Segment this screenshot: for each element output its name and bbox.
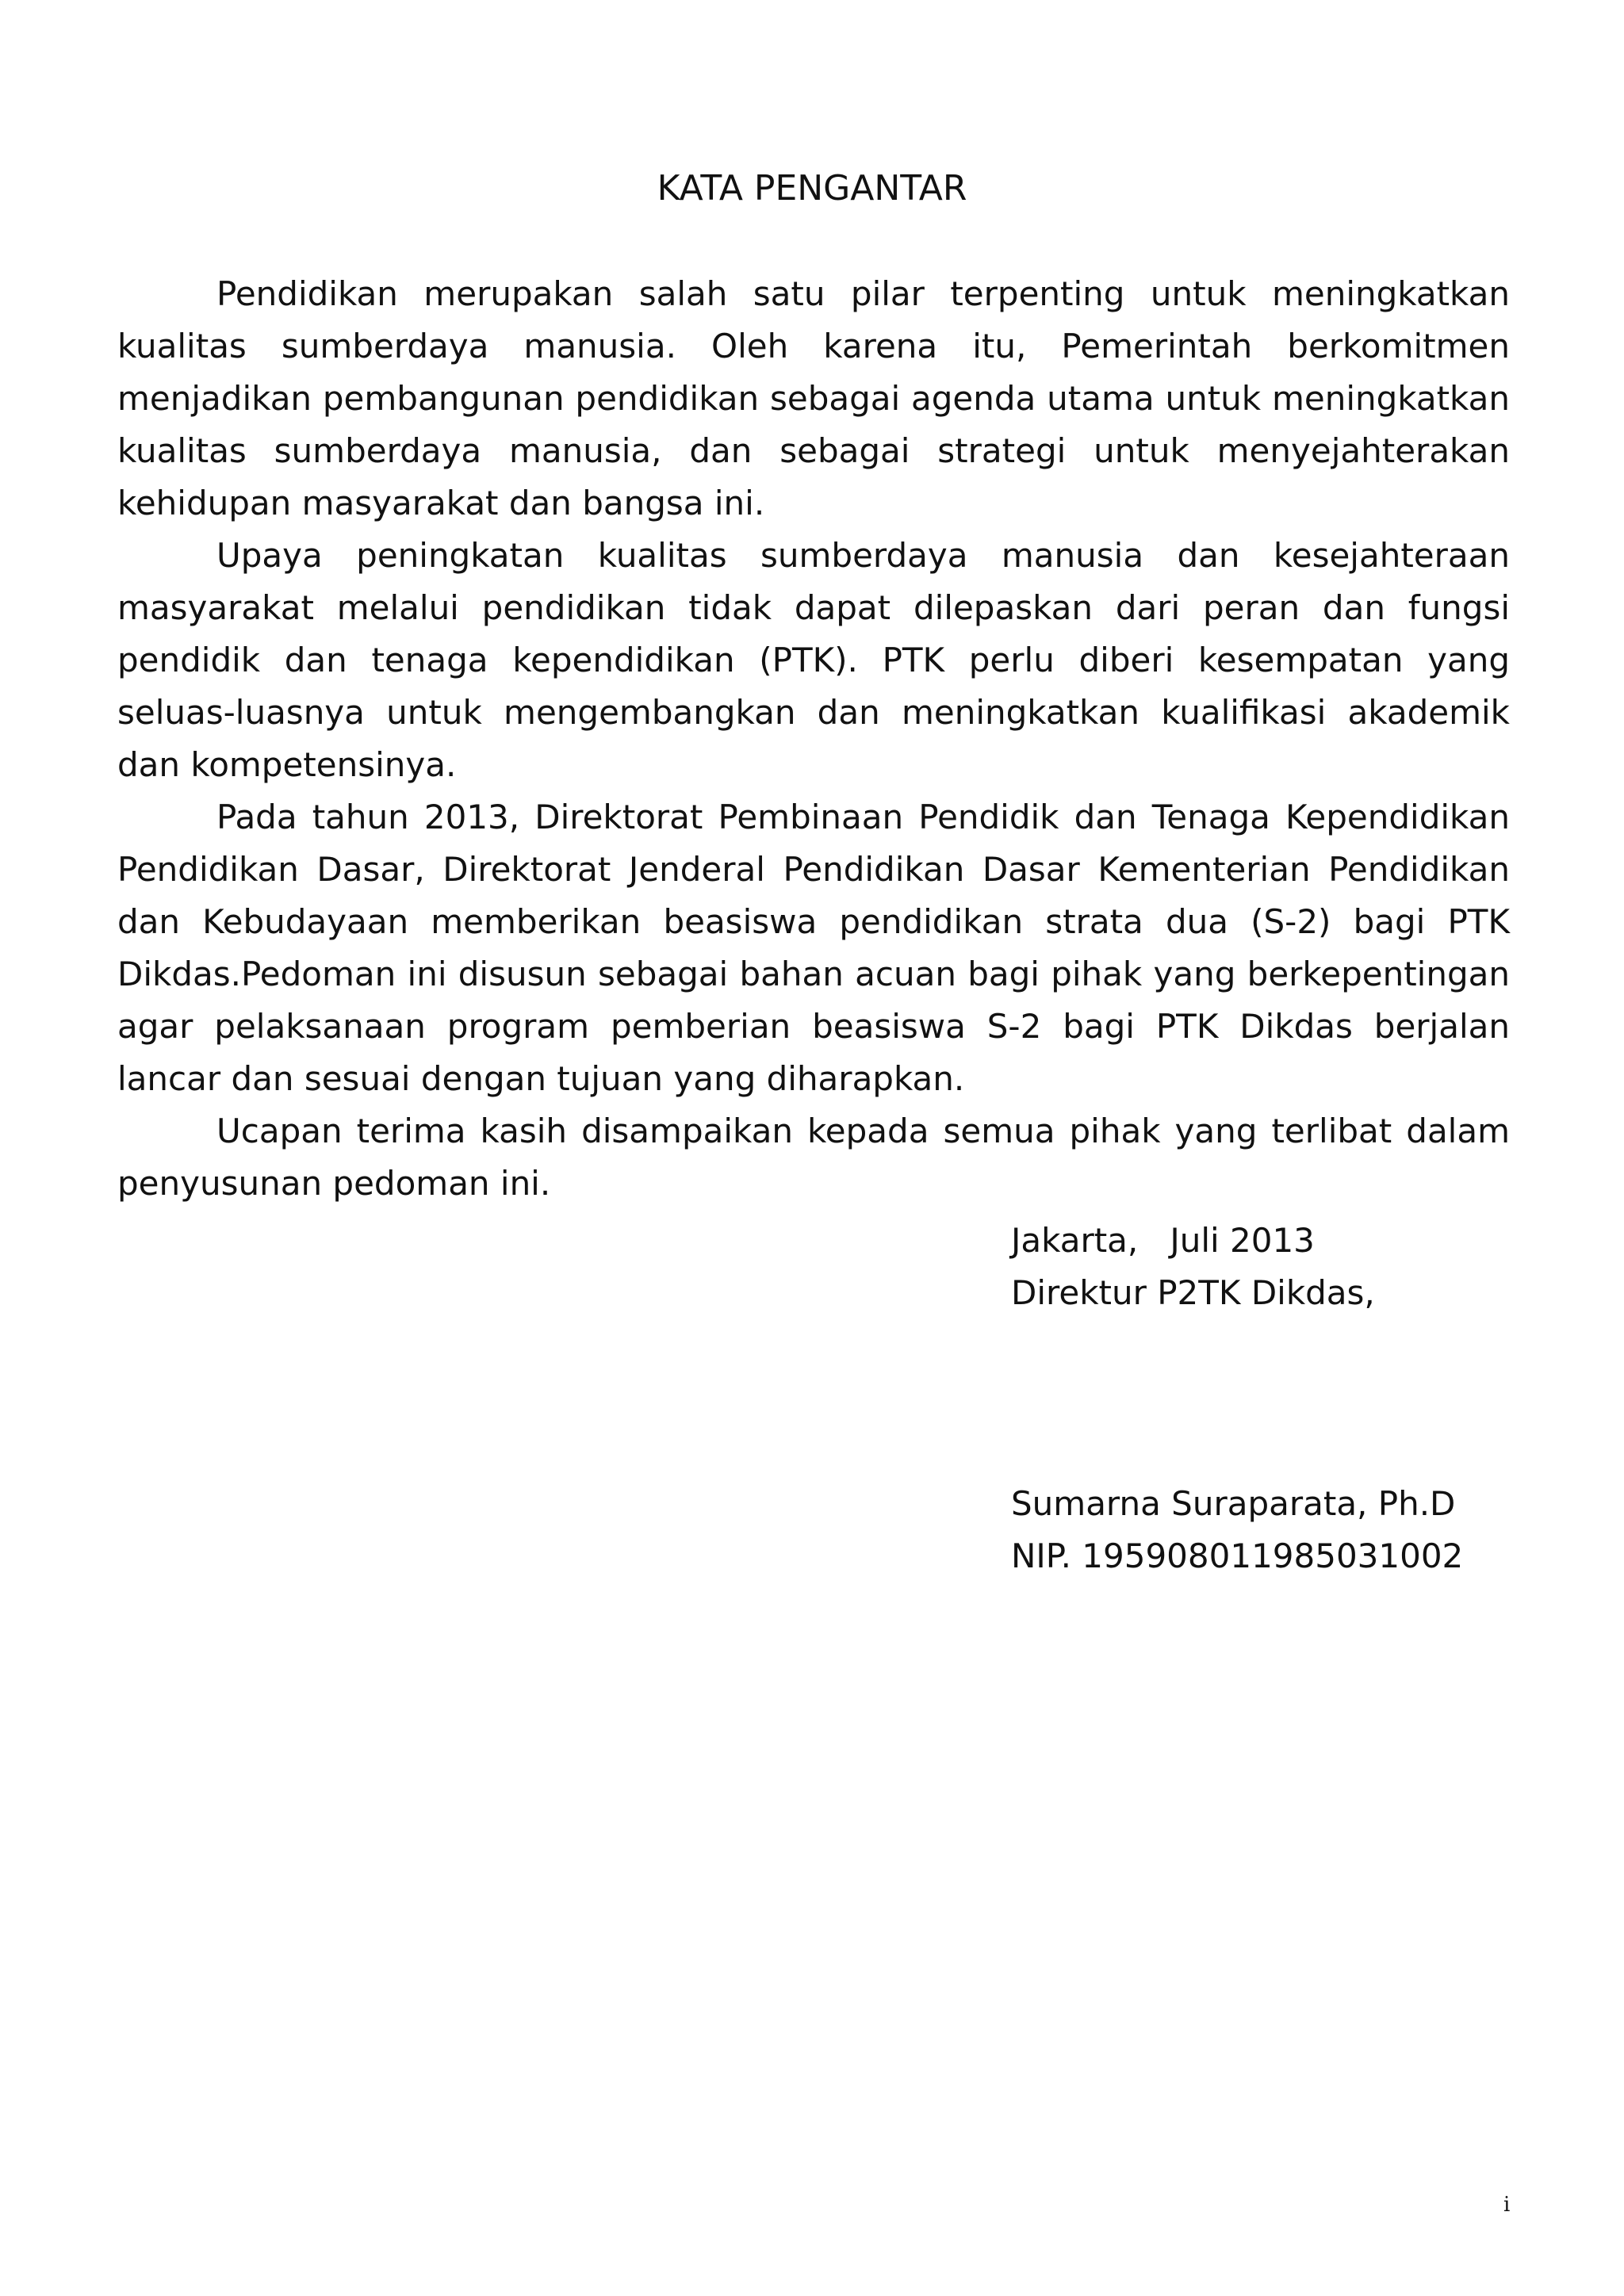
page-title: KATA PENGANTAR — [657, 168, 967, 209]
page-number: i — [1503, 2193, 1511, 2217]
paragraph-1: Pendidikan merupakan salah satu pilar terpenting untuk meningkatkan kualitas sumberdaya manusia. Oleh karena itu, Pemerintah berkomitmen menjadikan pembangunan pendidikan sebagai agenda utama untuk meningkatkan kualitas sumberdaya manusia, dan sebagai strategi untuk menyejahterakan kehidupan masyarakat dan bangsa ini. — [117, 274, 1510, 522]
signature-position: Direktur P2TK Dikdas, — [1011, 1273, 1375, 1312]
paragraph-2: Upaya peningkatan kualitas sumberdaya manusia dan kesejahteraan masyarakat melalui pendidikan tidak dapat dilepaskan dari peran dan fungsi pendidik dan tenaga kependidikan (PTK). PTK perlu diberi kesempatan yang seluas-luasnya untuk mengembangkan dan meningkatkan kualifikasi akademik dan kompetensinya. — [117, 536, 1510, 784]
signature-nip: NIP. 195908011985031002 — [1011, 1536, 1464, 1575]
paragraph-3: Pada tahun 2013, Direktorat Pembinaan Pendidik dan Tenaga Kependidikan Pendidikan Dasar, Direktorat Jenderal Pendidikan Dasar Kementerian Pendidikan dan Kebudayaan memberikan beasiswa pendidikan strata dua (S-2) bagi PTK Dikdas.Pedoman ini disusun sebagai bahan acuan bagi pihak yang berkepentingan agar pelaksanaan program pemberian beasiswa S-2 bagi PTK Dikdas berjalan lancar dan sesuai dengan tujuan yang diharapkan. — [117, 798, 1510, 1098]
document-body — [117, 268, 1510, 1210]
signature-place-date: Jakarta, Juli 2013 — [1011, 1221, 1315, 1260]
signature-space — [1011, 1319, 1463, 1478]
paragraph-4: Ucapan terima kasih disampaikan kepada semua pihak yang terlibat dalam penyusunan pedoman ini. — [117, 1112, 1510, 1203]
signature-name: Sumarna Suraparata, Ph.D — [1011, 1484, 1456, 1523]
signature-block — [1011, 1215, 1463, 1582]
